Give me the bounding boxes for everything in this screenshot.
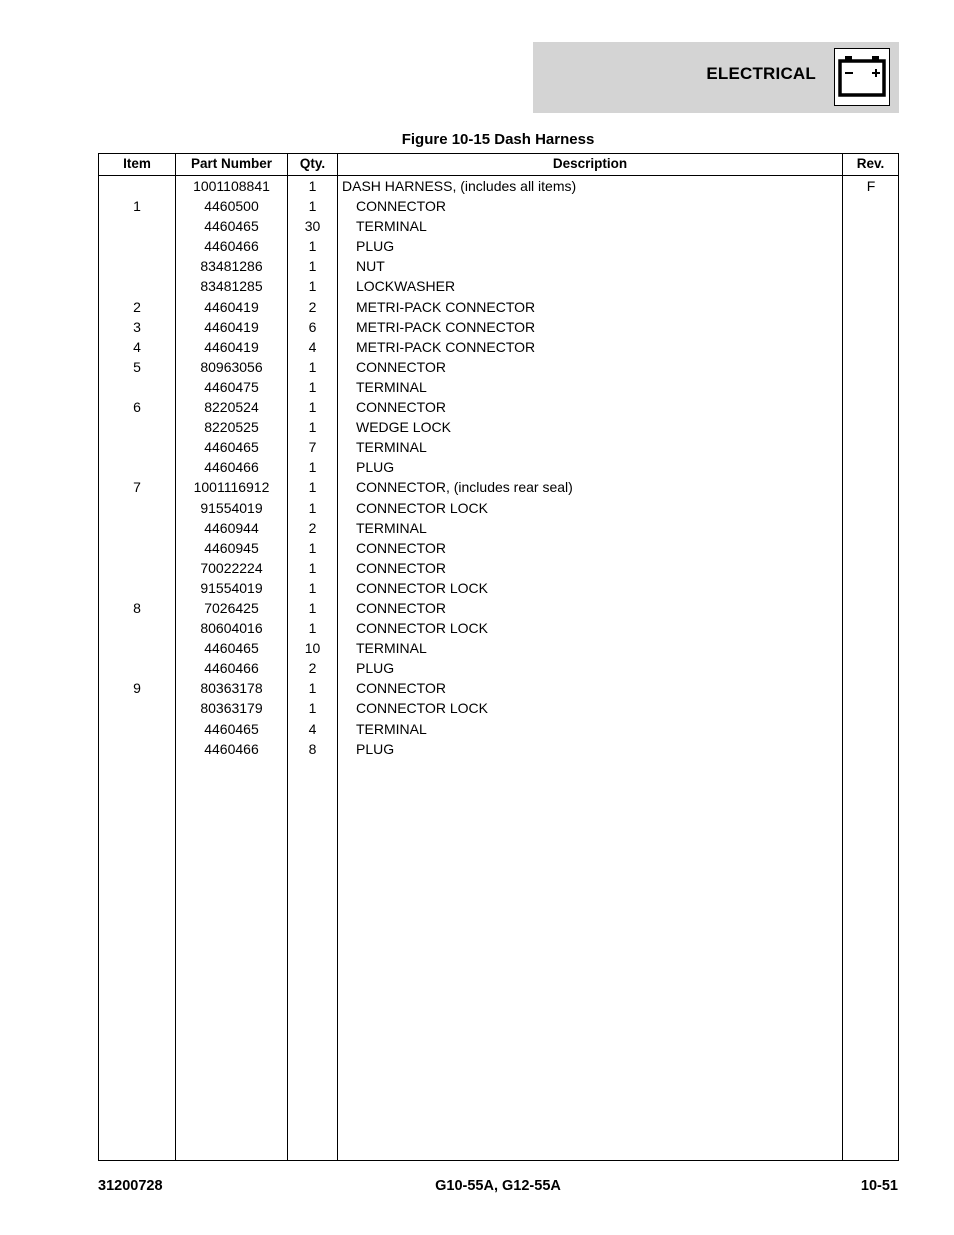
table-row (99, 357, 898, 377)
item-cell: 4 (133, 338, 141, 355)
description-cell: CONNECTOR LOCK (356, 499, 488, 516)
table-row (99, 578, 898, 598)
table-row (99, 638, 898, 658)
part-number-cell: 4460500 (204, 198, 259, 215)
description-cell: NUT (356, 258, 385, 275)
table-row (99, 236, 898, 256)
qty-cell: 1 (308, 459, 317, 476)
part-number-cell: 1001116912 (193, 479, 270, 496)
part-number-cell: 4460944 (204, 519, 259, 536)
part-number-cell: 7026425 (204, 599, 259, 616)
description-cell: CONNECTOR LOCK (356, 620, 488, 637)
description-cell: METRI-PACK CONNECTOR (356, 298, 536, 315)
qty-cell: 1 (308, 419, 317, 436)
item-cell: 9 (133, 680, 141, 697)
table-row (99, 397, 898, 417)
qty-cell: 2 (308, 298, 317, 315)
table-row (99, 558, 898, 578)
part-number-cell: 4460465 (204, 218, 259, 235)
qty-cell: 1 (308, 599, 317, 616)
part-number-cell: 4460465 (204, 640, 259, 657)
table-row (99, 176, 898, 196)
part-number-cell: 80604016 (200, 620, 263, 637)
part-number-cell: 91554019 (200, 499, 263, 516)
description-cell: TERMINAL (356, 439, 427, 456)
qty-cell: 4 (308, 720, 317, 737)
column-header-item: Item (123, 156, 151, 171)
qty-cell: 1 (308, 499, 317, 516)
qty-cell: 1 (308, 539, 317, 556)
part-number-cell: 70022224 (200, 559, 263, 576)
description-cell: PLUG (356, 459, 395, 476)
table-row (99, 598, 898, 618)
table-row (99, 618, 898, 638)
table-row (99, 196, 898, 216)
description-cell: CONNECTOR (356, 399, 446, 416)
part-number-cell: 91554019 (200, 579, 263, 596)
model-numbers: G10-55A, G12-55A (435, 1178, 561, 1194)
qty-cell: 1 (308, 258, 317, 275)
battery-icon (834, 48, 890, 106)
part-number-cell: 4460945 (204, 539, 259, 556)
part-number-cell: 8220524 (204, 399, 259, 416)
column-header-rev: Rev. (856, 156, 885, 171)
table-row (99, 317, 898, 337)
section-title: ELECTRICAL (706, 64, 816, 83)
page-number: 10-51 (860, 1178, 898, 1194)
table-row (99, 518, 898, 538)
qty-cell: 1 (308, 278, 317, 295)
description-cell: CONNECTOR (356, 198, 446, 215)
part-number-cell: 8220525 (204, 419, 259, 436)
table-row (99, 297, 898, 317)
description-cell: PLUG (356, 660, 395, 677)
qty-cell: 1 (308, 358, 317, 375)
qty-cell: 1 (308, 479, 317, 496)
description-cell: CONNECTOR (356, 680, 446, 697)
qty-cell: 2 (308, 519, 317, 536)
table-body (99, 176, 898, 759)
qty-cell: 1 (308, 198, 317, 215)
table-row (99, 498, 898, 518)
part-number-cell: 83481285 (200, 278, 263, 295)
qty-cell: 1 (308, 559, 317, 576)
qty-cell: 4 (308, 338, 317, 355)
qty-cell: 1 (308, 680, 317, 697)
item-cell: 7 (133, 479, 141, 496)
document-number: 31200728 (98, 1178, 163, 1194)
description-cell: LOCKWASHER (356, 278, 456, 295)
description-cell: CONNECTOR LOCK (356, 579, 488, 596)
part-number-cell: 4460466 (204, 740, 259, 757)
part-number-cell: 80963056 (200, 358, 263, 375)
table-row (99, 538, 898, 558)
qty-cell: 1 (308, 700, 317, 717)
rev-cell: F (866, 178, 876, 194)
description-cell: CONNECTOR (356, 559, 446, 576)
qty-cell: 2 (308, 660, 317, 677)
description-cell: TERMINAL (356, 720, 427, 737)
part-number-cell: 4460465 (204, 720, 259, 737)
description-cell: WEDGE LOCK (356, 419, 451, 436)
table-row (99, 477, 898, 497)
description-cell: CONNECTOR LOCK (356, 700, 488, 717)
description-cell: CONNECTOR (356, 539, 446, 556)
column-header-part-number: Part Number (190, 156, 273, 171)
table-row (99, 658, 898, 678)
table-row (99, 739, 898, 759)
qty-cell: 1 (308, 399, 317, 416)
qty-cell: 1 (308, 178, 317, 194)
table-row (99, 417, 898, 437)
description-cell: TERMINAL (356, 640, 427, 657)
description-cell: METRI-PACK CONNECTOR (356, 338, 536, 355)
description-cell: TERMINAL (356, 218, 427, 235)
table-row (99, 377, 898, 397)
table-row (99, 337, 898, 357)
part-number-cell: 4460466 (204, 459, 259, 476)
column-header-description: Description (552, 156, 628, 171)
qty-cell: 1 (308, 620, 317, 637)
item-cell: 2 (133, 298, 141, 315)
description-cell: CONNECTOR, (includes rear seal) (356, 479, 573, 496)
qty-cell: 7 (308, 439, 317, 456)
table-row (99, 276, 898, 296)
part-number-cell: 4460465 (204, 439, 259, 456)
item-cell: 1 (133, 198, 141, 215)
part-number-cell: 4460419 (204, 298, 259, 315)
table-row (99, 256, 898, 276)
item-cell: 8 (133, 599, 141, 616)
part-number-cell: 83481286 (200, 258, 263, 275)
part-number-cell: 4460419 (204, 338, 259, 355)
description-cell: TERMINAL (356, 519, 427, 536)
table-row (99, 719, 898, 739)
table-row (99, 437, 898, 457)
qty-cell: 1 (308, 378, 317, 395)
part-number-cell: 4460475 (204, 378, 259, 395)
qty-cell: 8 (308, 740, 317, 757)
table-row (99, 698, 898, 718)
description-cell: PLUG (356, 740, 395, 757)
part-number-cell: 80363179 (200, 700, 263, 717)
table-row (99, 216, 898, 236)
part-number-cell: 4460419 (204, 318, 259, 335)
description-cell: CONNECTOR (356, 358, 446, 375)
parts-table (98, 153, 899, 1161)
description-cell: DASH HARNESS, (includes all items) (342, 178, 577, 194)
part-number-cell: 80363178 (200, 680, 263, 697)
description-cell: PLUG (356, 238, 395, 255)
description-cell: METRI-PACK CONNECTOR (356, 318, 536, 335)
item-cell: 5 (133, 358, 141, 375)
description-cell: TERMINAL (356, 378, 427, 395)
figure-title: Figure 10-15 Dash Harness (401, 131, 595, 148)
table-row (99, 678, 898, 698)
column-header-qty: Qty. (299, 156, 326, 171)
qty-cell: 10 (304, 640, 321, 657)
part-number-cell: 1001108841 (193, 178, 270, 194)
part-number-cell: 4460466 (204, 660, 259, 677)
description-cell: CONNECTOR (356, 599, 446, 616)
item-cell: 3 (133, 318, 141, 335)
part-number-cell: 4460466 (204, 238, 259, 255)
item-cell: 6 (133, 399, 141, 416)
qty-cell: 1 (308, 238, 317, 255)
table-row (99, 457, 898, 477)
qty-cell: 30 (304, 218, 321, 235)
qty-cell: 6 (308, 318, 317, 335)
qty-cell: 1 (308, 579, 317, 596)
